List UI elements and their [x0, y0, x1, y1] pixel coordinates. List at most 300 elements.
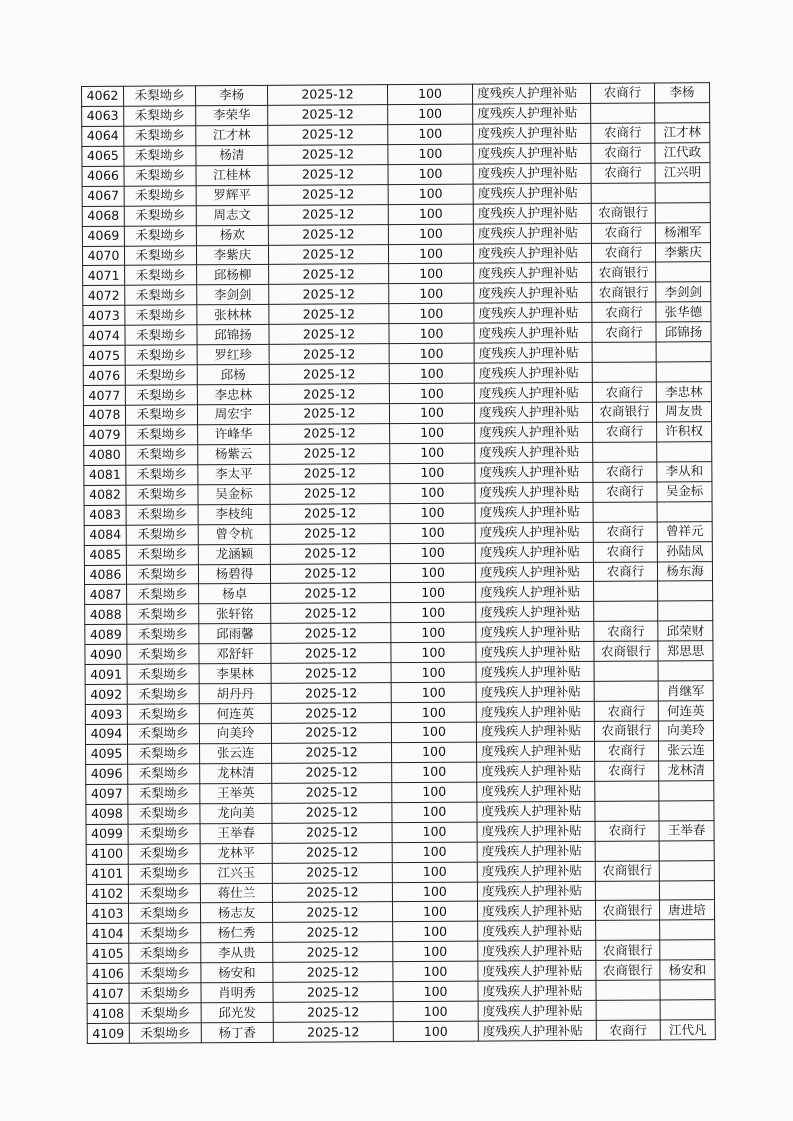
township-cell: 禾梨坳乡 [128, 903, 200, 923]
amount-cell: 100 [391, 682, 476, 702]
subsidy-item-cell: 度残疾人护理补贴 [477, 781, 595, 802]
person-name-cell: 杨丁香 [201, 1022, 273, 1042]
township-cell: 禾梨坳乡 [128, 883, 200, 903]
month-cell: 2025-12 [271, 683, 391, 704]
record-id-cell: 4067 [82, 186, 124, 206]
person-name-cell: 周宏宇 [197, 404, 269, 424]
month-cell: 2025-12 [268, 224, 388, 245]
month-cell: 2025-12 [270, 523, 390, 544]
amount-cell: 100 [390, 423, 475, 443]
subsidy-item-cell: 度残疾人护理补贴 [476, 642, 594, 663]
record-id-cell: 4072 [83, 286, 125, 306]
person-name-cell: 杨碧得 [198, 564, 270, 584]
account-holder-cell: 杨安和 [660, 960, 715, 980]
bank-cell [592, 362, 656, 382]
record-id-cell: 4108 [87, 1003, 129, 1023]
person-name-cell: 李荣华 [196, 105, 268, 125]
person-name-cell: 李紫庆 [196, 245, 268, 265]
record-id-cell: 4096 [86, 764, 128, 784]
record-id-cell: 4074 [83, 325, 125, 345]
month-cell: 2025-12 [272, 902, 392, 923]
subsidy-item-cell: 度残疾人护理补贴 [477, 741, 595, 762]
month-cell: 2025-12 [269, 324, 389, 345]
township-cell: 禾梨坳乡 [124, 225, 196, 245]
account-holder-cell: 李从和 [657, 461, 712, 481]
account-holder-cell: 何连英 [658, 701, 713, 721]
township-cell: 禾梨坳乡 [125, 285, 197, 305]
subsidy-item-cell: 度残疾人护理补贴 [473, 103, 591, 124]
record-id-cell: 4081 [84, 465, 126, 485]
person-name-cell: 龙涵颖 [198, 544, 270, 564]
month-cell: 2025-12 [270, 483, 390, 504]
month-cell: 2025-12 [268, 125, 388, 146]
subsidy-item-cell: 度残疾人护理补贴 [478, 961, 596, 982]
month-cell: 2025-12 [269, 304, 389, 325]
bank-cell: 农商行 [593, 542, 657, 562]
subsidy-table [81, 82, 716, 1044]
subsidy-item-cell: 度残疾人护理补贴 [475, 562, 593, 583]
amount-cell: 100 [390, 563, 475, 583]
township-cell: 禾梨坳乡 [128, 823, 200, 843]
record-id-cell: 4087 [85, 585, 127, 605]
township-cell: 禾梨坳乡 [129, 963, 201, 983]
account-holder-cell [655, 103, 710, 123]
bank-cell: 农商行 [591, 242, 655, 262]
person-name-cell: 胡丹丹 [199, 683, 271, 703]
person-name-cell: 李枝纯 [198, 504, 270, 524]
month-cell: 2025-12 [271, 663, 391, 684]
record-id-cell: 4095 [86, 744, 128, 764]
township-cell: 禾梨坳乡 [125, 265, 197, 285]
subsidy-item-cell: 度残疾人护理补贴 [477, 861, 595, 882]
account-holder-cell [659, 840, 714, 860]
bank-cell: 农商行 [591, 143, 655, 163]
bank-cell [593, 442, 657, 462]
record-id-cell: 4089 [85, 625, 127, 645]
amount-cell: 100 [393, 921, 478, 941]
person-name-cell: 江兴玉 [200, 863, 272, 883]
account-holder-cell: 江代政 [655, 142, 710, 162]
record-id-cell: 4069 [82, 226, 124, 246]
person-name-cell: 李果林 [199, 664, 271, 684]
amount-cell: 100 [390, 503, 475, 523]
account-holder-cell: 江兴明 [655, 162, 710, 182]
account-holder-cell: 邱锦扬 [656, 322, 711, 342]
subsidy-item-cell: 度残疾人护理补贴 [478, 1020, 596, 1041]
person-name-cell: 邱杨 [197, 364, 269, 384]
township-cell: 禾梨坳乡 [126, 465, 198, 485]
person-name-cell: 罗辉平 [196, 185, 268, 205]
month-cell: 2025-12 [269, 404, 389, 425]
record-id-cell: 4077 [83, 385, 125, 405]
bank-cell: 农商行 [591, 163, 655, 183]
subsidy-item-cell: 度残疾人护理补贴 [473, 163, 591, 184]
record-id-cell: 4102 [86, 884, 128, 904]
amount-cell: 100 [388, 204, 473, 224]
person-name-cell: 曾令杭 [198, 524, 270, 544]
amount-cell: 100 [393, 941, 478, 961]
bank-cell: 农商行 [596, 1020, 660, 1040]
township-cell: 禾梨坳乡 [126, 425, 198, 445]
township-cell: 禾梨坳乡 [129, 983, 201, 1003]
person-name-cell: 李杨 [196, 85, 268, 105]
account-holder-cell: 张华德 [656, 302, 711, 322]
account-holder-cell [656, 342, 711, 362]
bank-cell: 农商行 [594, 621, 658, 641]
subsidy-item-cell: 度残疾人护理补贴 [477, 901, 595, 922]
township-cell: 禾梨坳乡 [128, 784, 200, 804]
person-name-cell: 向美玲 [199, 723, 271, 743]
record-id-cell: 4066 [82, 166, 124, 186]
person-name-cell: 邱杨柳 [197, 265, 269, 285]
month-cell: 2025-12 [270, 424, 390, 445]
month-cell: 2025-12 [273, 942, 393, 963]
account-holder-cell: 李忠林 [656, 382, 711, 402]
record-id-cell: 4094 [85, 724, 127, 744]
record-id-cell: 4104 [87, 924, 129, 944]
subsidy-item-cell: 度残疾人护理补贴 [473, 183, 591, 204]
account-holder-cell [658, 601, 713, 621]
township-cell: 禾梨坳乡 [125, 325, 197, 345]
amount-cell: 100 [391, 602, 476, 622]
bank-cell [594, 661, 658, 681]
record-id-cell: 4098 [86, 804, 128, 824]
subsidy-item-cell: 度残疾人护理补贴 [475, 422, 593, 443]
record-id-cell: 4090 [85, 644, 127, 664]
subsidy-item-cell: 度残疾人护理补贴 [474, 283, 592, 304]
amount-cell: 100 [392, 902, 477, 922]
record-id-cell: 4082 [84, 485, 126, 505]
subsidy-item-cell: 度残疾人护理补贴 [476, 721, 594, 742]
person-name-cell: 龙林平 [200, 843, 272, 863]
record-id-cell: 4101 [86, 864, 128, 884]
person-name-cell: 张林林 [197, 305, 269, 325]
month-cell: 2025-12 [268, 164, 388, 185]
record-id-cell: 4068 [82, 206, 124, 226]
amount-cell: 100 [389, 323, 474, 343]
month-cell: 2025-12 [270, 503, 390, 524]
bank-cell: 农商行 [595, 741, 659, 761]
record-id-cell: 4088 [85, 605, 127, 625]
record-id-cell: 4062 [82, 86, 124, 106]
month-cell: 2025-12 [272, 862, 392, 883]
record-id-cell: 4084 [84, 525, 126, 545]
month-cell: 2025-12 [273, 1002, 393, 1023]
bank-cell [596, 980, 660, 1000]
record-id-cell: 4085 [84, 545, 126, 565]
month-cell: 2025-12 [272, 822, 392, 843]
subsidy-item-cell: 度残疾人护理补贴 [475, 542, 593, 563]
subsidy-item-cell: 度残疾人护理补贴 [477, 881, 595, 902]
account-holder-cell [658, 581, 713, 601]
account-holder-cell [657, 501, 712, 521]
account-holder-cell [655, 202, 710, 222]
record-id-cell: 4076 [83, 365, 125, 385]
month-cell: 2025-12 [268, 105, 388, 126]
account-holder-cell: 吴金标 [657, 481, 712, 501]
person-name-cell: 周志文 [196, 205, 268, 225]
subsidy-item-cell: 度残疾人护理补贴 [477, 841, 595, 862]
person-name-cell: 邱雨馨 [199, 624, 271, 644]
amount-cell: 100 [392, 802, 477, 822]
month-cell: 2025-12 [271, 583, 391, 604]
bank-cell: 农商行 [594, 701, 658, 721]
subsidy-item-cell: 度残疾人护理补贴 [478, 981, 596, 1002]
bank-cell [591, 183, 655, 203]
township-cell: 禾梨坳乡 [127, 684, 199, 704]
record-id-cell: 4078 [83, 405, 125, 425]
township-cell: 禾梨坳乡 [127, 724, 199, 744]
amount-cell: 100 [392, 882, 477, 902]
account-holder-cell: 李紫庆 [655, 242, 710, 262]
township-cell: 禾梨坳乡 [126, 445, 198, 465]
record-id-cell: 4063 [82, 106, 124, 126]
person-name-cell: 蒋仕兰 [200, 883, 272, 903]
amount-cell: 100 [389, 303, 474, 323]
township-cell: 禾梨坳乡 [125, 345, 197, 365]
bank-cell: 农商行 [593, 522, 657, 542]
subsidy-item-cell: 度残疾人护理补贴 [477, 821, 595, 842]
bank-cell: 农商行 [592, 322, 656, 342]
amount-cell: 100 [390, 483, 475, 503]
amount-cell: 100 [391, 722, 476, 742]
subsidy-item-cell: 度残疾人护理补贴 [476, 622, 594, 643]
township-cell: 禾梨坳乡 [127, 664, 199, 684]
account-holder-cell: 周友贵 [656, 402, 711, 422]
township-cell: 禾梨坳乡 [129, 1003, 201, 1023]
subsidy-item-cell: 度残疾人护理补贴 [478, 921, 596, 942]
bank-cell [594, 681, 658, 701]
amount-cell: 100 [392, 782, 477, 802]
account-holder-cell [657, 442, 712, 462]
bank-cell [593, 502, 657, 522]
person-name-cell: 李太平 [198, 464, 270, 484]
township-cell: 禾梨坳乡 [125, 365, 197, 385]
month-cell: 2025-12 [272, 882, 392, 903]
township-cell: 禾梨坳乡 [124, 126, 196, 146]
month-cell: 2025-12 [272, 782, 392, 803]
person-name-cell: 罗红珍 [197, 345, 269, 365]
township-cell: 禾梨坳乡 [126, 485, 198, 505]
account-holder-cell: 曾祥元 [657, 521, 712, 541]
month-cell: 2025-12 [269, 264, 389, 285]
bank-cell: 农商银行 [596, 940, 660, 960]
subsidy-item-cell: 度残疾人护理补贴 [476, 582, 594, 603]
amount-cell: 100 [388, 164, 473, 184]
month-cell: 2025-12 [268, 204, 388, 225]
person-name-cell: 杨紫云 [198, 444, 270, 464]
subsidy-item-cell: 度残疾人护理补贴 [477, 761, 595, 782]
amount-cell: 100 [389, 403, 474, 423]
bank-cell: 农商银行 [592, 262, 656, 282]
subsidy-item-cell: 度残疾人护理补贴 [474, 323, 592, 344]
record-id-cell: 4099 [86, 824, 128, 844]
amount-cell: 100 [390, 543, 475, 563]
subsidy-item-cell: 度残疾人护理补贴 [474, 363, 592, 384]
township-cell: 禾梨坳乡 [124, 205, 196, 225]
record-id-cell: 4103 [86, 904, 128, 924]
month-cell: 2025-12 [271, 603, 391, 624]
person-name-cell: 杨欢 [196, 225, 268, 245]
amount-cell: 100 [393, 1021, 478, 1041]
month-cell: 2025-12 [269, 284, 389, 305]
bank-cell: 农商银行 [595, 900, 659, 920]
bank-cell [595, 781, 659, 801]
account-holder-cell: 龙林清 [659, 761, 714, 781]
bank-cell: 农商行 [592, 302, 656, 322]
account-holder-cell: 李杨 [654, 83, 709, 103]
account-holder-cell: 杨湘军 [655, 222, 710, 242]
record-id-cell: 4092 [85, 684, 127, 704]
amount-cell: 100 [391, 642, 476, 662]
bank-cell: 农商行 [595, 821, 659, 841]
person-name-cell: 杨志友 [200, 903, 272, 923]
bank-cell: 农商银行 [591, 203, 655, 223]
bank-cell [595, 841, 659, 861]
month-cell: 2025-12 [269, 344, 389, 365]
account-holder-cell: 江代凡 [660, 1020, 715, 1040]
record-id-cell: 4071 [83, 266, 125, 286]
bank-cell: 农商银行 [594, 721, 658, 741]
subsidy-item-cell: 度残疾人护理补贴 [475, 462, 593, 483]
month-cell: 2025-12 [269, 364, 389, 385]
bank-cell [594, 581, 658, 601]
bank-cell: 农商行 [591, 123, 655, 143]
account-holder-cell [656, 362, 711, 382]
month-cell: 2025-12 [273, 922, 393, 943]
account-holder-cell [659, 860, 714, 880]
person-name-cell: 邱光发 [201, 1002, 273, 1022]
month-cell: 2025-12 [268, 144, 388, 165]
township-cell: 禾梨坳乡 [124, 146, 196, 166]
amount-cell: 100 [391, 583, 476, 603]
township-cell: 禾梨坳乡 [124, 86, 196, 106]
month-cell: 2025-12 [270, 563, 390, 584]
account-holder-cell [660, 940, 715, 960]
bank-cell [591, 103, 655, 123]
subsidy-item-cell: 度残疾人护理补贴 [474, 382, 592, 403]
amount-cell: 100 [393, 981, 478, 1001]
amount-cell: 100 [393, 961, 478, 981]
township-cell: 禾梨坳乡 [128, 744, 200, 764]
month-cell: 2025-12 [270, 543, 390, 564]
person-name-cell: 邱锦扬 [197, 325, 269, 345]
township-cell: 禾梨坳乡 [126, 564, 198, 584]
person-name-cell: 杨仁秀 [201, 923, 273, 943]
record-id-cell: 4083 [84, 505, 126, 525]
subsidy-item-cell: 度残疾人护理补贴 [475, 442, 593, 463]
bank-cell: 农商行 [593, 462, 657, 482]
bank-cell [596, 920, 660, 940]
person-name-cell: 李从贵 [201, 943, 273, 963]
account-holder-cell: 王举春 [659, 820, 714, 840]
record-id-cell: 4097 [86, 784, 128, 804]
record-id-cell: 4100 [86, 844, 128, 864]
subsidy-item-cell: 度残疾人护理补贴 [473, 123, 591, 144]
township-cell: 禾梨坳乡 [124, 245, 196, 265]
township-cell: 禾梨坳乡 [124, 106, 196, 126]
township-cell: 禾梨坳乡 [124, 166, 196, 186]
record-id-cell: 4105 [87, 944, 129, 964]
person-name-cell: 王举春 [200, 823, 272, 843]
amount-cell: 100 [391, 702, 476, 722]
record-id-cell: 4106 [87, 963, 129, 983]
table-row [87, 1020, 715, 1044]
bank-cell: 农商行 [593, 482, 657, 502]
account-holder-cell: 向美玲 [658, 721, 713, 741]
month-cell: 2025-12 [273, 962, 393, 983]
subsidy-item-cell: 度残疾人护理补贴 [476, 602, 594, 623]
amount-cell: 100 [388, 124, 473, 144]
account-holder-cell: 邱荣财 [658, 621, 713, 641]
subsidy-item-cell: 度残疾人护理补贴 [476, 662, 594, 683]
month-cell: 2025-12 [271, 623, 391, 644]
bank-cell [595, 801, 659, 821]
account-holder-cell: 张云连 [659, 741, 714, 761]
record-id-cell: 4073 [83, 306, 125, 326]
bank-cell: 农商行 [591, 223, 655, 243]
bank-cell [592, 342, 656, 362]
amount-cell: 100 [389, 363, 474, 383]
township-cell: 禾梨坳乡 [129, 1023, 201, 1043]
account-holder-cell: 唐进培 [659, 900, 714, 920]
person-name-cell: 何连英 [199, 703, 271, 723]
record-id-cell: 4109 [87, 1023, 129, 1043]
subsidy-item-cell: 度残疾人护理补贴 [475, 482, 593, 503]
month-cell: 2025-12 [271, 703, 391, 724]
account-holder-cell [656, 262, 711, 282]
subsidy-item-cell: 度残疾人护理补贴 [478, 1000, 596, 1021]
subsidy-item-cell: 度残疾人护理补贴 [473, 243, 591, 264]
month-cell: 2025-12 [268, 244, 388, 265]
subsidy-item-cell: 度残疾人护理补贴 [477, 801, 595, 822]
person-name-cell: 江才林 [196, 125, 268, 145]
township-cell: 禾梨坳乡 [129, 943, 201, 963]
subsidy-item-cell: 度残疾人护理补贴 [475, 502, 593, 523]
township-cell: 禾梨坳乡 [126, 504, 198, 524]
record-id-cell: 4065 [82, 146, 124, 166]
month-cell: 2025-12 [272, 762, 392, 783]
subsidy-item-cell: 度残疾人护理补贴 [474, 303, 592, 324]
township-cell: 禾梨坳乡 [129, 923, 201, 943]
record-id-cell: 4107 [87, 983, 129, 1003]
bank-cell [594, 601, 658, 621]
township-cell: 禾梨坳乡 [127, 644, 199, 664]
amount-cell: 100 [389, 343, 474, 363]
account-holder-cell: 郑思思 [658, 641, 713, 661]
month-cell: 2025-12 [272, 842, 392, 863]
account-holder-cell [655, 182, 710, 202]
account-holder-cell: 孙陆凤 [657, 541, 712, 561]
amount-cell: 100 [392, 742, 477, 762]
amount-cell: 100 [389, 264, 474, 284]
person-name-cell: 邓舒轩 [199, 644, 271, 664]
person-name-cell: 龙向美 [200, 803, 272, 823]
subsidy-item-cell: 度残疾人护理补贴 [472, 83, 590, 104]
person-name-cell: 吴金标 [198, 484, 270, 504]
township-cell: 禾梨坳乡 [128, 863, 200, 883]
township-cell: 禾梨坳乡 [127, 624, 199, 644]
person-name-cell: 杨卓 [199, 584, 271, 604]
township-cell: 禾梨坳乡 [128, 764, 200, 784]
amount-cell: 100 [391, 622, 476, 642]
township-cell: 禾梨坳乡 [125, 385, 197, 405]
month-cell: 2025-12 [271, 643, 391, 664]
township-cell: 禾梨坳乡 [127, 604, 199, 624]
person-name-cell: 张云连 [200, 743, 272, 763]
record-id-cell: 4075 [83, 345, 125, 365]
record-id-cell: 4080 [84, 445, 126, 465]
